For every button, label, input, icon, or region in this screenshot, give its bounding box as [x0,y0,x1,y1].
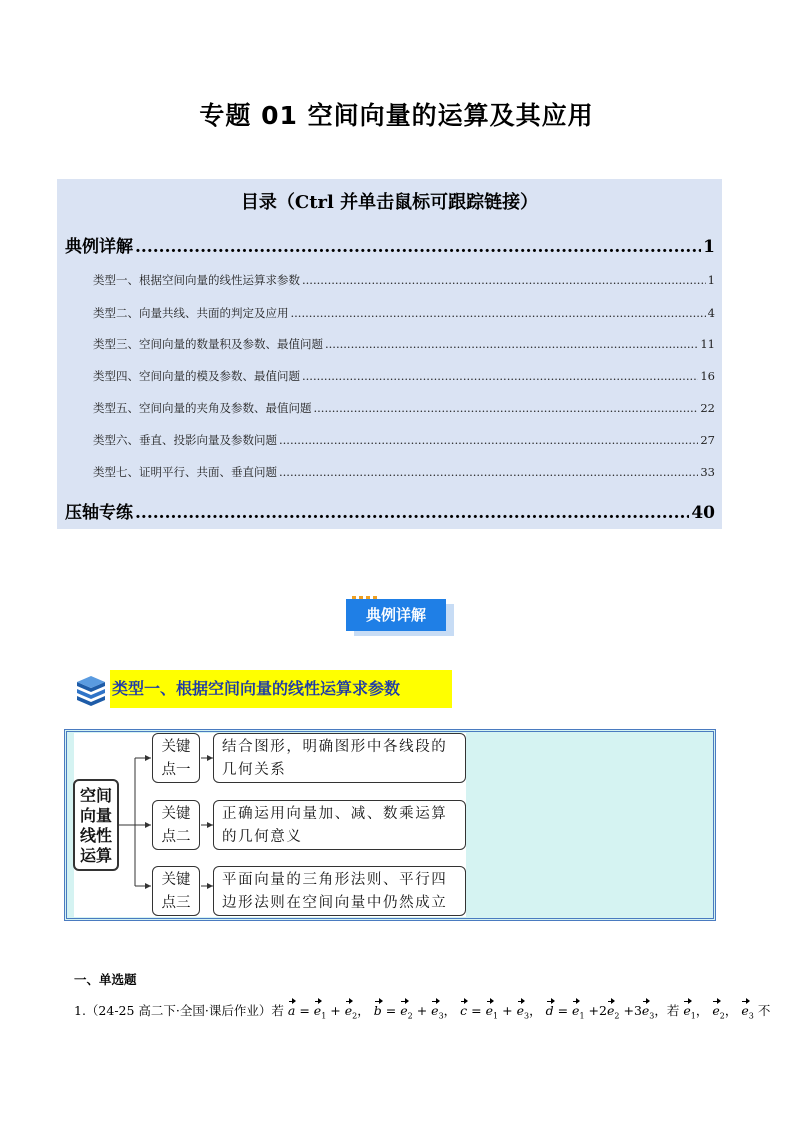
root-line: 向量 [79,806,112,825]
toc-entry-label: 典例详解 [65,237,133,257]
toc-page-number: 33 [700,465,715,479]
vector-e: e [431,1003,439,1018]
toc-page-number: 1 [703,237,715,257]
plus-sign: + [502,1003,513,1018]
subscript: 1 [579,1011,585,1021]
vector-e: e [485,1003,494,1018]
eq-sign: = [385,1003,397,1018]
toc-entry-label: 类型五、空间向量的夹角及参数、最值问题 [93,401,312,415]
toc-entry-label: 类型七、证明平行、共面、垂直问题 [93,465,277,479]
toc-entry-label: 类型一、根据空间向量的线性运算求参数 [93,273,300,287]
comma: ， [357,1003,370,1018]
subscript: 3 [523,1011,530,1021]
text-bu: 不 [757,1003,771,1018]
vector-e: e [641,1003,650,1018]
eq-sign: = [471,1003,482,1018]
plus-sign: + [623,1003,634,1018]
vector-e: e [313,1003,322,1018]
key-point-3-desc: 平面向量的三角形法则、平行四边形法则在空间向量中仍然成立 [213,866,466,916]
diagram-root-node [73,779,119,871]
key-line: 点三 [161,895,191,911]
toc-page-number: 16 [700,369,715,383]
vector-e: e [400,1003,408,1018]
vector-e: e [516,1003,524,1018]
key-point-1 [152,733,200,783]
toc-page-number: 40 [691,503,715,523]
toc-entry-label: 类型六、垂直、投影向量及参数问题 [93,433,277,447]
vector-d: d [545,1003,554,1018]
toc-page-number: 22 [700,401,715,415]
toc-entry-label: 类型二、向量共线、共面的判定及应用 [93,306,289,320]
vector-a: a [287,1003,296,1018]
question-prefix: 1.（24-25 高二下·全国·课后作业）若 [74,1003,284,1018]
root-line: 线性 [79,826,112,845]
subscript: 3 [438,1011,444,1021]
key-line: 点一 [161,762,191,778]
toc-entry-label: 类型四、空间向量的模及参数、最值问题 [93,369,300,383]
vector-e: e [606,1003,615,1018]
plus-sign: + [588,1003,600,1018]
text-ruo: ，若 [654,1003,680,1018]
coefficient: 3 [633,1003,642,1018]
toc-entry-label: 类型三、空间向量的数量积及参数、最值问题 [93,337,323,351]
eq-sign: = [557,1003,569,1018]
vector-e: e [572,1003,580,1018]
comma: ， [529,1003,542,1018]
subscript: 3 [748,1011,754,1021]
subscript: 1 [493,1011,499,1021]
subscript: 2 [719,1011,725,1021]
type-heading: 类型一、根据空间向量的线性运算求参数 [110,670,452,708]
key-point-1-desc: 结合图形，明确图形中各线段的几何关系 [213,733,466,783]
vector-e: e [344,1003,353,1018]
root-line: 空间 [79,786,112,805]
vector-e: e [712,1003,720,1018]
key-line: 点二 [161,829,191,845]
section-heading: 一、单选题 [74,972,137,987]
key-point-3 [152,866,200,916]
subscript: 1 [690,1011,696,1021]
root-line: 运算 [79,846,112,865]
toc-page-number: 11 [700,337,715,351]
vector-e: e [741,1003,749,1018]
vector-b: b [373,1003,382,1018]
subscript: 2 [614,1011,620,1021]
comma: ， [724,1003,738,1018]
key-point-2-desc: 正确运用向量加、减、数乘运算的几何意义 [213,800,466,850]
comma: ， [695,1003,709,1018]
vector-c: c [460,1003,468,1018]
subscript: 2 [407,1011,413,1021]
key-line: 关键 [161,739,191,755]
toc-page-number: 1 [707,273,715,287]
subscript: 1 [321,1011,327,1021]
toc-entry-label: 压轴专练 [65,503,133,523]
question-1 [74,1001,771,1021]
toc-page-number: 4 [707,306,715,320]
key-point-2 [152,800,200,850]
eq-sign: = [299,1003,310,1018]
toc-page-number: 27 [700,433,715,447]
subscript: 3 [649,1011,655,1021]
plus-sign: + [330,1003,341,1018]
vector-e: e [683,1003,691,1018]
subscript: 2 [352,1011,358,1021]
coefficient: 2 [599,1003,607,1018]
comma: ， [443,1003,457,1018]
page-title: 专题 01 空间向量的运算及其应用 [199,101,594,130]
plus-sign: + [416,1003,428,1018]
key-line: 关键 [161,806,191,822]
toc-heading: 目录（Ctrl 并单击鼠标可跟踪链接） [240,192,539,213]
banner-label: 典例详解 [346,599,446,631]
key-line: 关键 [161,872,191,888]
